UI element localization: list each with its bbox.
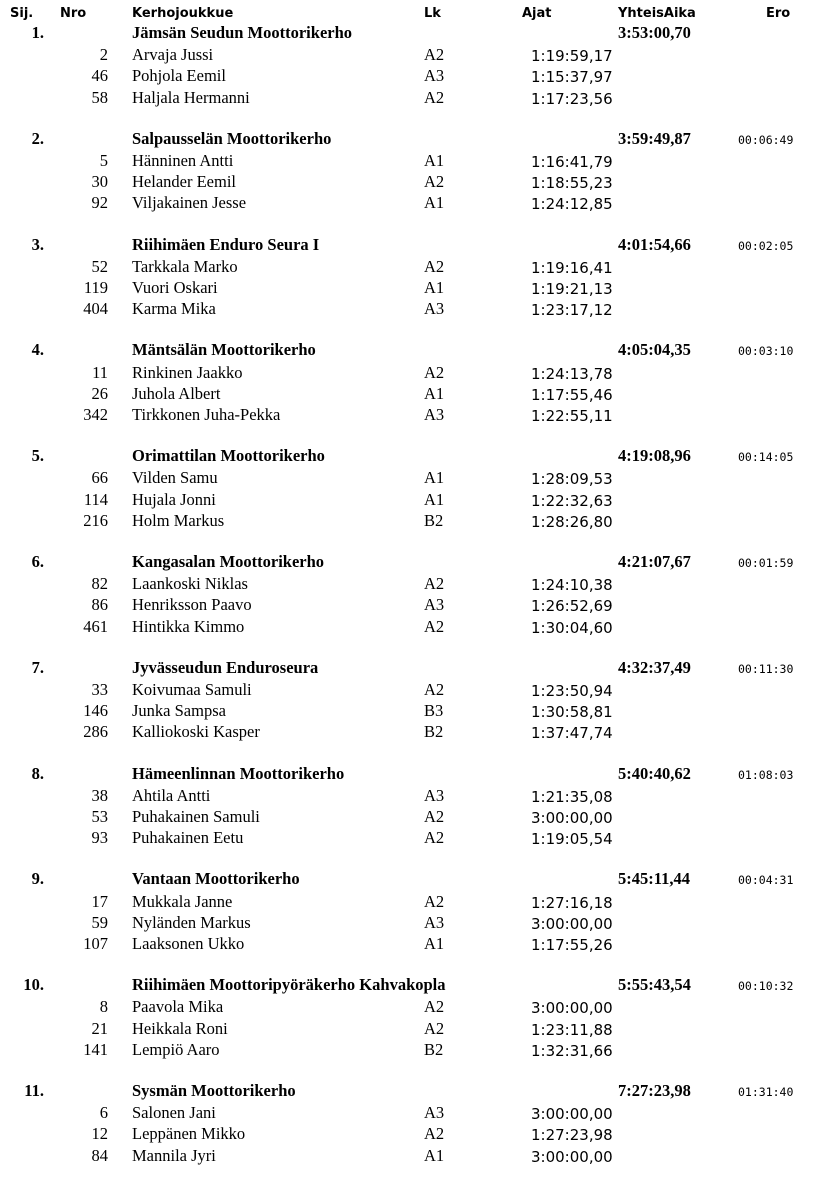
rider-time: 1:19:59,17 bbox=[531, 47, 613, 66]
team-block bbox=[0, 22, 836, 128]
rider-number: 38 bbox=[91, 785, 108, 805]
rider-time: 1:24:13,78 bbox=[531, 364, 613, 383]
team-total-time: 4:32:37,49 bbox=[618, 657, 691, 677]
team-total-time: 5:45:11,44 bbox=[618, 869, 690, 889]
team-name: Mäntsälän Moottorikerho bbox=[132, 340, 316, 360]
header-kerhojoukkue: Kerhojoukkue bbox=[132, 6, 234, 21]
rider-time: 1:23:11,88 bbox=[531, 1020, 613, 1039]
rider-number: 30 bbox=[91, 172, 108, 192]
header-ero: Ero bbox=[766, 6, 791, 21]
rider-class: A2 bbox=[424, 997, 445, 1017]
team-total-time: 4:19:08,96 bbox=[618, 446, 691, 466]
rider-time: 1:28:26,80 bbox=[531, 512, 613, 531]
rider-time: 1:27:23,98 bbox=[531, 1126, 613, 1145]
team-name: Vantaan Moottorikerho bbox=[132, 869, 300, 889]
rider-name: Karma Mika bbox=[132, 299, 216, 319]
rider-time: 1:15:37,97 bbox=[531, 68, 613, 87]
team-position: 11. bbox=[24, 1081, 44, 1100]
rider-class: A1 bbox=[424, 277, 445, 297]
team-block bbox=[0, 657, 836, 763]
rider-time: 3:00:00,00 bbox=[531, 1105, 613, 1124]
rider-name: Nyländen Markus bbox=[132, 912, 251, 932]
rider-name: Junka Sampsa bbox=[132, 701, 226, 721]
rider-row bbox=[0, 382, 836, 403]
rider-row bbox=[0, 255, 836, 276]
rider-number: 84 bbox=[91, 1145, 108, 1165]
rider-time: 1:23:50,94 bbox=[531, 681, 613, 700]
rider-time: 1:21:35,08 bbox=[531, 787, 613, 806]
rider-row bbox=[0, 1017, 836, 1038]
rider-name: Arvaja Jussi bbox=[132, 45, 214, 65]
rider-class: A3 bbox=[424, 912, 445, 932]
rider-number: 21 bbox=[91, 1018, 108, 1038]
rider-name: Holm Markus bbox=[132, 510, 225, 530]
team-total-time: 3:53:00,70 bbox=[618, 23, 691, 42]
rider-time: 1:19:05,54 bbox=[531, 830, 613, 849]
rider-class: A3 bbox=[424, 66, 445, 86]
rider-number: 2 bbox=[99, 45, 108, 65]
rider-number: 33 bbox=[91, 679, 108, 699]
rider-name: Tarkkala Marko bbox=[132, 256, 238, 276]
rider-number: 12 bbox=[91, 1124, 108, 1144]
team-block bbox=[0, 763, 836, 869]
rider-time: 1:30:58,81 bbox=[531, 703, 613, 722]
rider-name: Laankoski Niklas bbox=[132, 574, 248, 594]
team-row bbox=[0, 1080, 836, 1101]
header-sij: Sij. bbox=[10, 6, 34, 21]
rider-name: Ahtila Antti bbox=[132, 785, 211, 805]
rider-name: Paavola Mika bbox=[132, 997, 224, 1017]
rider-number: 8 bbox=[99, 997, 108, 1017]
rider-class: A3 bbox=[424, 1103, 445, 1123]
rider-row bbox=[0, 995, 836, 1016]
rider-name: Lempiö Aaro bbox=[132, 1039, 220, 1059]
rider-row bbox=[0, 593, 836, 614]
rider-name: Mukkala Janne bbox=[132, 891, 233, 911]
rider-class: A1 bbox=[424, 1145, 445, 1165]
rider-name: Helander Eemil bbox=[132, 172, 236, 192]
rider-name: Vuori Oskari bbox=[132, 277, 218, 297]
team-time-gap: 01:31:40 bbox=[738, 1085, 794, 1099]
rider-class: A3 bbox=[424, 785, 445, 805]
rider-time: 1:19:21,13 bbox=[531, 279, 613, 298]
team-name: Kangasalan Moottorikerho bbox=[132, 552, 325, 571]
team-name: Sysmän Moottorikerho bbox=[132, 1081, 296, 1100]
rider-name: Kalliokoski Kasper bbox=[132, 722, 260, 742]
rider-number: 86 bbox=[91, 595, 108, 615]
rider-time: 3:00:00,00 bbox=[531, 914, 613, 933]
team-name: Hämeenlinnan Moottorikerho bbox=[132, 763, 345, 783]
rider-row bbox=[0, 466, 836, 487]
rider-time: 1:24:12,85 bbox=[531, 195, 613, 214]
team-time-gap: 01:08:03 bbox=[738, 767, 794, 782]
rider-class: A1 bbox=[424, 193, 445, 213]
team-block bbox=[0, 1080, 836, 1186]
rider-time: 1:23:17,12 bbox=[531, 301, 613, 320]
rider-number: 26 bbox=[91, 383, 108, 403]
rider-class: B2 bbox=[424, 722, 444, 742]
rider-time: 1:26:52,69 bbox=[531, 597, 613, 616]
rider-row bbox=[0, 191, 836, 212]
team-row bbox=[0, 339, 836, 360]
rider-row bbox=[0, 361, 836, 382]
rider-number: 93 bbox=[91, 828, 108, 848]
team-block bbox=[0, 128, 836, 234]
team-time-gap: 00:10:32 bbox=[738, 979, 794, 994]
team-total-time: 4:05:04,35 bbox=[618, 340, 691, 360]
rider-row bbox=[0, 1038, 836, 1059]
rider-row bbox=[0, 276, 836, 297]
team-block bbox=[0, 868, 836, 974]
team-name: Riihimäen Moottoripyöräkerho Kahvakopla bbox=[132, 975, 446, 995]
team-block bbox=[0, 445, 836, 551]
rider-name: Tirkkonen Juha-Pekka bbox=[132, 404, 281, 424]
rider-number: 5 bbox=[99, 150, 108, 170]
rider-name: Leppänen Mikko bbox=[132, 1124, 246, 1144]
team-position: 3. bbox=[31, 234, 44, 254]
team-position: 7. bbox=[31, 657, 44, 677]
rider-name: Salonen Jani bbox=[132, 1103, 216, 1123]
rider-time: 1:32:31,66 bbox=[531, 1041, 613, 1060]
team-position: 2. bbox=[31, 128, 44, 148]
team-total-time: 5:40:40,62 bbox=[618, 763, 691, 783]
team-position: 6. bbox=[31, 552, 44, 571]
team-total-time: 5:55:43,54 bbox=[618, 975, 691, 995]
team-block bbox=[0, 974, 836, 1080]
header-yhteisaika: YhteisAika bbox=[618, 6, 696, 21]
rider-class: A1 bbox=[424, 150, 445, 170]
rider-class: A2 bbox=[424, 362, 445, 382]
rider-time: 1:17:23,56 bbox=[531, 89, 613, 108]
header-lk: Lk bbox=[424, 6, 441, 21]
team-time-gap: 00:11:30 bbox=[738, 661, 794, 676]
rider-row bbox=[0, 64, 836, 85]
team-name: Orimattilan Moottorikerho bbox=[132, 446, 325, 466]
team-time-gap: 00:14:05 bbox=[738, 450, 794, 465]
rider-class: A2 bbox=[424, 87, 445, 107]
rider-time: 1:17:55,46 bbox=[531, 385, 613, 404]
rider-number: 46 bbox=[91, 66, 108, 86]
rider-number: 92 bbox=[91, 193, 108, 213]
rider-class: A2 bbox=[424, 574, 445, 594]
rider-name: Juhola Albert bbox=[132, 383, 221, 403]
rider-number: 53 bbox=[91, 806, 108, 826]
rider-row bbox=[0, 1144, 836, 1165]
rider-class: A3 bbox=[424, 595, 445, 615]
rider-number: 6 bbox=[99, 1103, 108, 1123]
rider-name: Hintikka Kimmo bbox=[132, 616, 245, 636]
rider-class: A2 bbox=[424, 806, 445, 826]
rider-class: A2 bbox=[424, 616, 445, 636]
rider-name: Mannila Jyri bbox=[132, 1145, 216, 1165]
rider-row bbox=[0, 805, 836, 826]
rider-number: 461 bbox=[83, 616, 108, 636]
rider-row bbox=[0, 403, 836, 424]
rider-class: A2 bbox=[424, 828, 445, 848]
rider-row bbox=[0, 1122, 836, 1143]
rider-time: 3:00:00,00 bbox=[531, 1147, 613, 1166]
rider-name: Koivumaa Samuli bbox=[132, 679, 252, 699]
team-row bbox=[0, 868, 836, 889]
rider-number: 17 bbox=[91, 891, 108, 911]
rider-number: 146 bbox=[83, 701, 108, 721]
rider-class: A1 bbox=[424, 383, 445, 403]
rider-number: 107 bbox=[83, 933, 108, 953]
team-time-gap: 00:02:05 bbox=[738, 238, 794, 253]
header-nro: Nro bbox=[60, 6, 87, 21]
rider-name: Henriksson Paavo bbox=[132, 595, 252, 615]
rider-class: A1 bbox=[424, 489, 445, 509]
rider-class: A2 bbox=[424, 891, 445, 911]
rider-row bbox=[0, 488, 836, 509]
team-name: Salpausselän Moottorikerho bbox=[132, 128, 332, 148]
rider-number: 52 bbox=[91, 256, 108, 276]
rider-name: Hänninen Antti bbox=[132, 150, 234, 170]
rider-row bbox=[0, 699, 836, 720]
rider-row bbox=[0, 720, 836, 741]
team-total-time: 3:59:49,87 bbox=[618, 128, 691, 148]
rider-class: A2 bbox=[424, 172, 445, 192]
rider-time: 1:37:47,74 bbox=[531, 724, 613, 743]
rider-time: 1:17:55,26 bbox=[531, 935, 613, 954]
rider-time: 3:00:00,00 bbox=[531, 808, 613, 827]
rider-class: A2 bbox=[424, 256, 445, 276]
rider-row bbox=[0, 678, 836, 699]
rider-class: A2 bbox=[424, 679, 445, 699]
rider-name: Puhakainen Samuli bbox=[132, 806, 260, 826]
rider-number: 141 bbox=[83, 1039, 108, 1059]
rider-number: 11 bbox=[92, 362, 108, 382]
rider-class: B3 bbox=[424, 701, 444, 721]
rider-name: Pohjola Eemil bbox=[132, 66, 226, 86]
rider-row bbox=[0, 890, 836, 911]
team-block bbox=[0, 339, 836, 445]
rider-time: 1:19:16,41 bbox=[531, 258, 613, 277]
team-block bbox=[0, 551, 836, 657]
rider-number: 114 bbox=[83, 489, 108, 509]
rider-number: 66 bbox=[91, 468, 108, 488]
rider-row bbox=[0, 932, 836, 953]
rider-time: 1:30:04,60 bbox=[531, 618, 613, 637]
rider-row bbox=[0, 911, 836, 932]
rider-number: 59 bbox=[91, 912, 108, 932]
team-row bbox=[0, 763, 836, 784]
rider-time: 1:18:55,23 bbox=[531, 174, 613, 193]
rider-class: B2 bbox=[424, 510, 444, 530]
rider-name: Vilden Samu bbox=[132, 468, 218, 488]
rider-row bbox=[0, 170, 836, 191]
rider-time: 3:00:00,00 bbox=[531, 999, 613, 1018]
rider-row bbox=[0, 826, 836, 847]
team-row bbox=[0, 128, 836, 149]
rider-time: 1:22:32,63 bbox=[531, 491, 613, 510]
rider-name: Laaksonen Ukko bbox=[132, 933, 245, 953]
team-time-gap: 00:04:31 bbox=[738, 873, 794, 888]
rider-time: 1:16:41,79 bbox=[531, 152, 613, 171]
team-block bbox=[0, 234, 836, 340]
rider-number: 404 bbox=[83, 299, 108, 319]
rider-class: A2 bbox=[424, 1018, 445, 1038]
rider-class: A3 bbox=[424, 299, 445, 319]
rider-class: A2 bbox=[424, 45, 445, 65]
rider-number: 342 bbox=[83, 404, 108, 424]
rider-row bbox=[0, 615, 836, 636]
rider-name: Rinkinen Jaakko bbox=[132, 362, 243, 382]
rider-name: Hujala Jonni bbox=[132, 489, 216, 509]
team-time-gap: 00:06:49 bbox=[738, 132, 794, 147]
rider-time: 1:27:16,18 bbox=[531, 893, 613, 912]
team-total-time: 4:01:54,66 bbox=[618, 234, 691, 254]
team-row bbox=[0, 22, 836, 43]
rider-row bbox=[0, 784, 836, 805]
rider-name: Haljala Hermanni bbox=[132, 87, 250, 107]
rider-row bbox=[0, 297, 836, 318]
team-total-time: 4:21:07,67 bbox=[618, 552, 691, 571]
team-position: 9. bbox=[31, 869, 44, 889]
team-position: 1. bbox=[31, 23, 44, 42]
team-name: Jyvässeudun Enduroseura bbox=[132, 657, 319, 677]
rider-name: Viljakainen Jesse bbox=[132, 193, 247, 213]
team-time-gap: 00:03:10 bbox=[738, 344, 794, 359]
rider-time: 1:24:10,38 bbox=[531, 576, 613, 595]
team-row bbox=[0, 551, 836, 572]
rider-name: Puhakainen Eetu bbox=[132, 828, 244, 848]
rider-time: 1:22:55,11 bbox=[531, 406, 613, 425]
team-position: 10. bbox=[23, 975, 44, 995]
rider-time: 1:28:09,53 bbox=[531, 470, 613, 489]
team-position: 8. bbox=[31, 763, 44, 783]
rider-class: A1 bbox=[424, 468, 445, 488]
rider-class: A1 bbox=[424, 933, 445, 953]
rider-class: A2 bbox=[424, 1124, 445, 1144]
team-position: 5. bbox=[31, 446, 44, 466]
team-total-time: 7:27:23,98 bbox=[618, 1081, 691, 1100]
rider-row bbox=[0, 86, 836, 107]
rider-number: 286 bbox=[83, 722, 108, 742]
team-position: 4. bbox=[31, 340, 44, 360]
rider-number: 119 bbox=[83, 277, 108, 297]
rider-class: B2 bbox=[424, 1039, 444, 1059]
rider-row bbox=[0, 572, 836, 593]
team-row bbox=[0, 445, 836, 466]
team-row bbox=[0, 657, 836, 678]
rider-name: Heikkala Roni bbox=[132, 1018, 228, 1038]
rider-row bbox=[0, 509, 836, 530]
team-row bbox=[0, 234, 836, 255]
team-name: Riihimäen Enduro Seura I bbox=[132, 234, 320, 254]
team-row bbox=[0, 974, 836, 995]
team-name: Jämsän Seudun Moottorikerho bbox=[132, 23, 353, 42]
rider-row bbox=[0, 149, 836, 170]
rider-row bbox=[0, 1101, 836, 1122]
rider-number: 216 bbox=[83, 510, 108, 530]
rider-class: A3 bbox=[424, 404, 445, 424]
header-ajat: Ajat bbox=[522, 6, 552, 21]
rider-number: 58 bbox=[91, 87, 108, 107]
rider-number: 82 bbox=[91, 574, 108, 594]
team-time-gap: 00:01:59 bbox=[738, 556, 794, 570]
rider-row bbox=[0, 43, 836, 64]
